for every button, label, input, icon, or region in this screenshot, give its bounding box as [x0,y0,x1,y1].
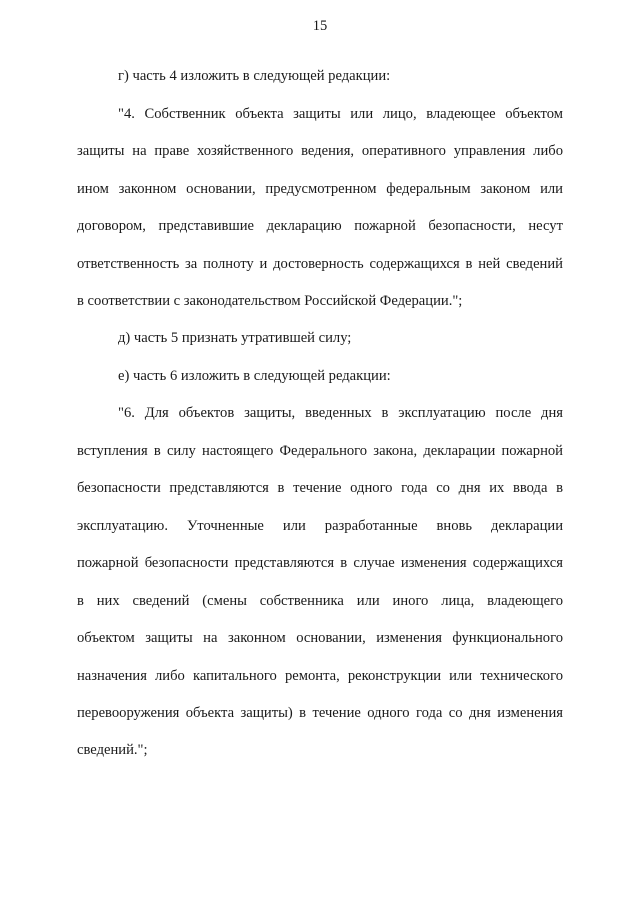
paragraph-line-last: сведений."; [77,742,148,758]
paragraph-line: ответственность за полноту и достоверность содержащихся в ней сведений [77,256,563,272]
paragraph-line-last: в соответствии с законодательством Российской Федерации."; [77,293,463,309]
item-d-heading: д) часть 5 признать утратившей силу; [118,330,352,346]
paragraph-line: "6. Для объектов защиты, введенных в эксплуатацию после дня [118,405,563,421]
paragraph-line: в них сведений (смены собственника или иного лица, владеющего [77,593,563,609]
paragraph-line: защиты на праве хозяйственного ведения, оперативного управления либо [77,143,563,159]
paragraph-line: безопасности представляются в течение одного года со дня их ввода в [77,480,563,496]
paragraph-line: пожарной безопасности представляются в случае изменения содержащихся [77,555,563,571]
paragraph-line: перевооружения объекта защиты) в течение одного года со дня изменения [77,705,563,721]
item-e-heading: е) часть 6 изложить в следующей редакции: [118,368,391,384]
paragraph-line: "4. Собственник объекта защиты или лицо, владеющее объектом [118,106,563,122]
paragraph-line: вступления в силу настоящего Федерального закона, декларации пожарной [77,443,563,459]
paragraph-line: назначения либо капитального ремонта, реконструкции или технического [77,668,563,684]
item-g-heading: г) часть 4 изложить в следующей редакции: [118,68,391,84]
paragraph-line: договором, представившие декларацию пожарной безопасности, несут [77,218,563,234]
page-number: 15 [312,18,328,34]
paragraph-line: эксплуатацию. Уточненные или разработанные вновь декларации [77,518,563,534]
paragraph-line: объектом защиты на законном основании, изменения функционального [77,630,563,646]
paragraph-line: ином законном основании, предусмотренном федеральным законом или [77,181,563,197]
